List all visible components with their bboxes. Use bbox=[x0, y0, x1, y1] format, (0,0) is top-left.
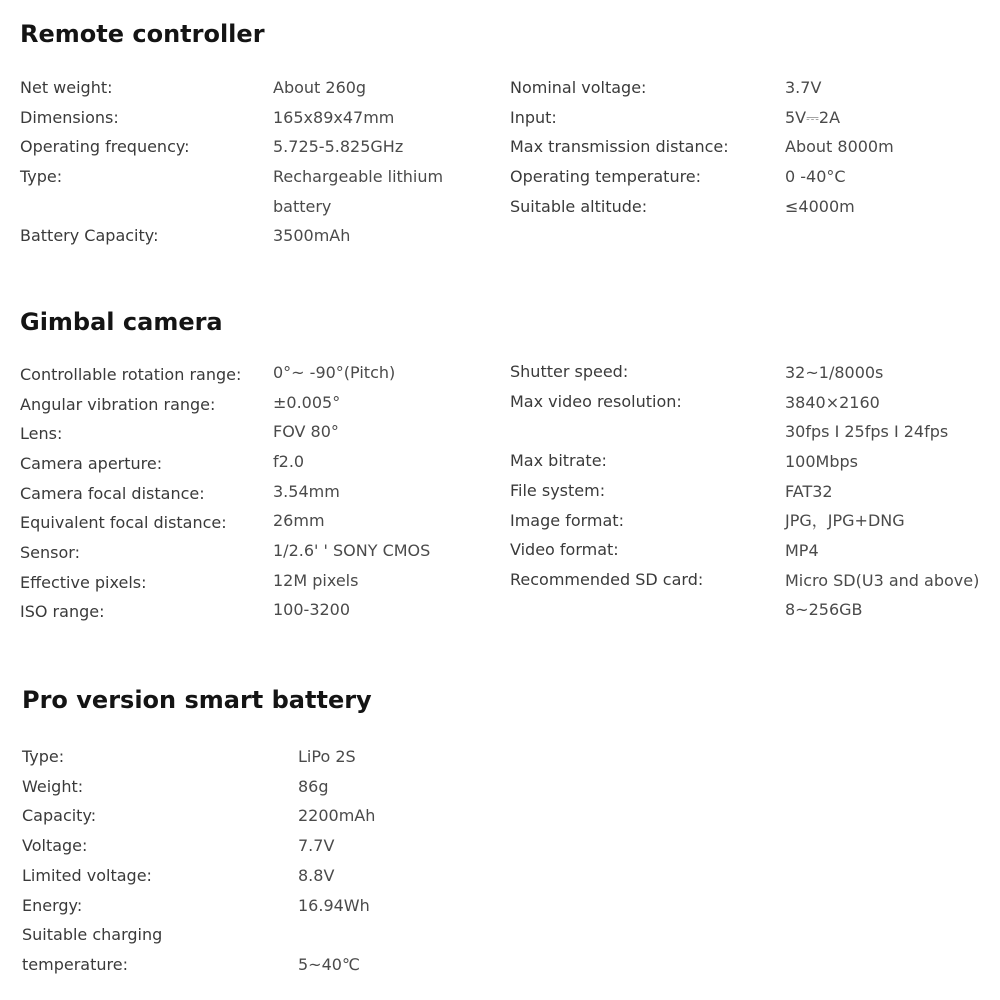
spec-value-input: 5V⎓2A bbox=[785, 108, 841, 127]
spec-label-lens: Lens: bbox=[20, 424, 63, 443]
spec-label-limited-voltage: Limited voltage: bbox=[22, 866, 152, 885]
spec-value-equivalent-focal-distance: 26mm bbox=[273, 511, 325, 530]
spec-label-angular-vibration-range: Angular vibration range: bbox=[20, 395, 216, 414]
spec-label-suitable-charging: Suitable charging bbox=[22, 925, 163, 944]
spec-label-video-format: Video format: bbox=[510, 540, 619, 559]
spec-value-operating-frequency: 5.725-5.825GHz bbox=[273, 137, 404, 156]
spec-label-net-weight: Net weight: bbox=[20, 78, 113, 97]
spec-value-battery-type: LiPo 2S bbox=[298, 747, 356, 766]
spec-value-recommended-sd-card: Micro SD(U3 and above) bbox=[785, 571, 980, 590]
spec-value-type-line2: battery bbox=[273, 197, 332, 216]
spec-value-max-video-resolution-framerates: 30fps I 25fps I 24fps bbox=[785, 422, 949, 441]
spec-label-suitable-charging-temperature: temperature: bbox=[22, 955, 128, 974]
spec-value-net-weight: About 260g bbox=[273, 78, 367, 97]
spec-value-battery-capacity-pro: 2200mAh bbox=[298, 806, 376, 825]
spec-label-shutter-speed: Shutter speed: bbox=[510, 362, 629, 381]
spec-value-video-format: MP4 bbox=[785, 541, 819, 560]
spec-label-max-transmission-distance: Max transmission distance: bbox=[510, 137, 729, 156]
spec-value-nominal-voltage: 3.7V bbox=[785, 78, 822, 97]
spec-value-energy: 16.94Wh bbox=[298, 896, 370, 915]
spec-value-iso-range: 100-3200 bbox=[273, 600, 351, 619]
spec-value-max-transmission-distance: About 8000m bbox=[785, 137, 894, 156]
spec-label-suitable-altitude: Suitable altitude: bbox=[510, 197, 648, 216]
section-title-smart-battery: Pro version smart battery bbox=[22, 686, 372, 714]
spec-value-lens: FOV 80° bbox=[273, 422, 339, 441]
spec-value-battery-capacity: 3500mAh bbox=[273, 226, 351, 245]
spec-label-battery-capacity: Battery Capacity: bbox=[20, 226, 159, 245]
spec-label-camera-focal-distance: Camera focal distance: bbox=[20, 484, 205, 503]
spec-label-type: Type: bbox=[20, 167, 63, 186]
spec-label-input: Input: bbox=[510, 108, 557, 127]
spec-label-iso-range: ISO range: bbox=[20, 602, 105, 621]
spec-value-dimensions: 165x89x47mm bbox=[273, 108, 395, 127]
spec-label-camera-aperture: Camera aperture: bbox=[20, 454, 163, 473]
spec-label-max-video-resolution: Max video resolution: bbox=[510, 392, 682, 411]
spec-label-operating-frequency: Operating frequency: bbox=[20, 137, 190, 156]
spec-value-recommended-sd-card-capacity: 8~256GB bbox=[785, 600, 863, 619]
spec-value-shutter-speed: 32~1/8000s bbox=[785, 363, 884, 382]
spec-label-recommended-sd-card: Recommended SD card: bbox=[510, 570, 704, 589]
spec-value-sensor: 1/2.6' ' SONY CMOS bbox=[273, 541, 431, 560]
spec-value-image-format: JPG，JPG+DNG bbox=[785, 511, 905, 530]
section-title-gimbal-camera: Gimbal camera bbox=[20, 308, 223, 336]
spec-value-angular-vibration-range: ±0.005° bbox=[273, 393, 341, 412]
spec-value-operating-temperature: 0 -40°C bbox=[785, 167, 846, 186]
spec-label-operating-temperature: Operating temperature: bbox=[510, 167, 702, 186]
spec-value-max-bitrate: 100Mbps bbox=[785, 452, 858, 471]
section-title-remote-controller: Remote controller bbox=[20, 20, 265, 48]
spec-label-energy: Energy: bbox=[22, 896, 83, 915]
spec-label-nominal-voltage: Nominal voltage: bbox=[510, 78, 647, 97]
spec-value-limited-voltage: 8.8V bbox=[298, 866, 335, 885]
spec-label-sensor: Sensor: bbox=[20, 543, 80, 562]
spec-label-controllable-rotation-range: Controllable rotation range: bbox=[20, 365, 242, 384]
spec-value-camera-aperture: f2.0 bbox=[273, 452, 305, 471]
spec-label-image-format: Image format: bbox=[510, 511, 624, 530]
spec-label-effective-pixels: Effective pixels: bbox=[20, 573, 147, 592]
spec-value-controllable-rotation-range: 0°~ -90°(Pitch) bbox=[273, 363, 396, 382]
spec-label-equivalent-focal-distance: Equivalent focal distance: bbox=[20, 513, 227, 532]
spec-label-battery-capacity-pro: Capacity: bbox=[22, 806, 97, 825]
spec-label-dimensions: Dimensions: bbox=[20, 108, 119, 127]
spec-value-suitable-altitude: ≤4000m bbox=[785, 197, 855, 216]
spec-label-max-bitrate: Max bitrate: bbox=[510, 451, 607, 470]
spec-label-file-system: File system: bbox=[510, 481, 606, 500]
spec-value-battery-weight: 86g bbox=[298, 777, 329, 796]
spec-value-max-video-resolution: 3840×2160 bbox=[785, 393, 880, 412]
spec-value-file-system: FAT32 bbox=[785, 482, 833, 501]
spec-value-battery-voltage: 7.7V bbox=[298, 836, 335, 855]
spec-value-effective-pixels: 12M pixels bbox=[273, 571, 359, 590]
spec-label-battery-voltage: Voltage: bbox=[22, 836, 88, 855]
spec-value-type: Rechargeable lithium bbox=[273, 167, 444, 186]
spec-value-camera-focal-distance: 3.54mm bbox=[273, 482, 340, 501]
spec-value-suitable-charging-temperature: 5~40℃ bbox=[298, 955, 360, 974]
spec-label-battery-weight: Weight: bbox=[22, 777, 84, 796]
spec-label-battery-type: Type: bbox=[22, 747, 65, 766]
